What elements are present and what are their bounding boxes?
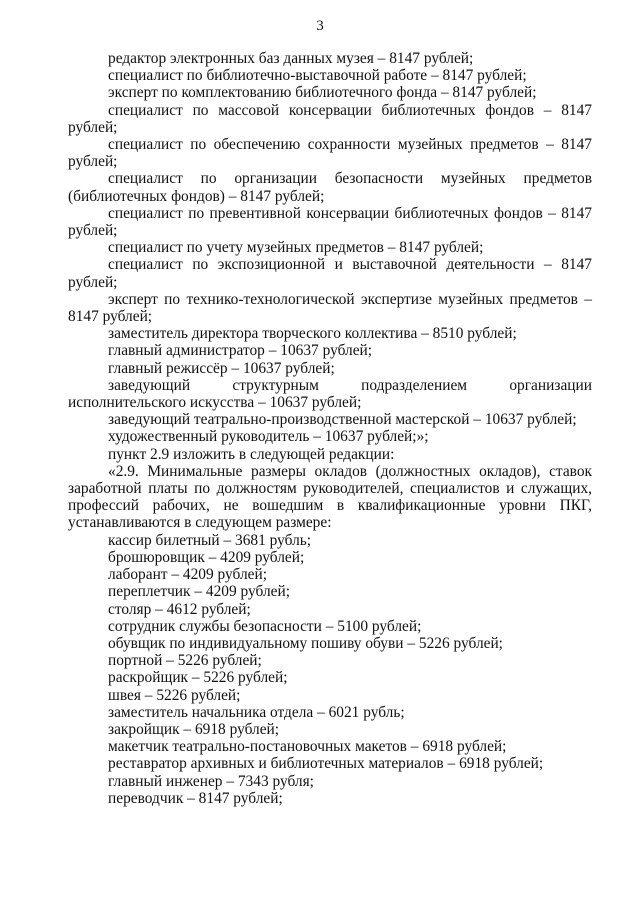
paragraph: закройщик – 6918 рублей; [108, 720, 280, 738]
paragraph: обувщик по индивидуальному пошиву обуви – 5226 рублей; [108, 634, 503, 652]
document-body [68, 50, 592, 807]
paragraph: портной – 5226 рублей; [108, 652, 262, 670]
paragraph: заместитель начальника отдела – 6021 рубль; [108, 703, 405, 721]
paragraph: художественный руководитель – 10637 рублей;»; [108, 428, 429, 446]
paragraph: заведующий структурным подразделением организации исполнительского искусства – 10637 рублей; [68, 376, 592, 412]
paragraph: брошюровщик – 4209 рублей; [108, 548, 305, 566]
paragraph: переплетчик – 4209 рублей; [108, 583, 290, 601]
paragraph: главный инженер – 7343 рубля; [108, 772, 314, 790]
paragraph: эксперт по технико-технологической экспертизе музейных предметов – 8147 рублей; [68, 290, 592, 326]
paragraph: специалист по экспозиционной и выставочной деятельности – 8147 рублей; [68, 256, 592, 291]
paragraph: специалист по массовой консервации библиотечных фондов – 8147 рублей; [68, 101, 592, 136]
paragraph: специалист по организации безопасности музейных предметов (библиотечных фондов) – 8147 рублей; [68, 170, 592, 205]
paragraph: швея – 5226 рублей; [108, 686, 241, 704]
paragraph: «2.9. Минимальные размеры окладов (должностных окладов), ставок заработной платы по должностям руководителей, специалистов и служащих, профессий рабочих, не вошедшим в квалификационные уровни ПКГ, устанавливаются в следующем размере: [68, 462, 592, 532]
paragraph: столяр – 4612 рублей; [108, 600, 251, 618]
paragraph: реставратор архивных и библиотечных материалов – 6918 рублей; [108, 755, 544, 773]
paragraph: заместитель директора творческого коллектива – 8510 рублей; [108, 325, 517, 343]
paragraph: главный администратор – 10637 рублей; [108, 342, 373, 360]
paragraph: кассир билетный – 3681 рубль; [108, 531, 312, 549]
paragraph: специалист по превентивной консервации библиотечных фондов – 8147 рублей; [68, 204, 592, 240]
paragraph: специалист по библиотечно-выставочной работе – 8147 рублей; [108, 67, 527, 85]
paragraph: макетчик театрально-постановочных макетов – 6918 рублей; [108, 738, 507, 756]
paragraph: эксперт по комплектованию библиотечного фонда – 8147 рублей; [108, 84, 537, 102]
paragraph: пункт 2.9 изложить в следующей редакции: [108, 445, 395, 463]
paragraph: главный режиссёр – 10637 рублей; [108, 359, 335, 377]
paragraph: специалист по обеспечению сохранности музейных предметов – 8147 рублей; [68, 136, 592, 171]
page-number: 3 [316, 18, 324, 34]
paragraph: переводчик – 8147 рублей; [108, 789, 283, 807]
paragraph: заведующий театрально-производственной мастерской – 10637 рублей; [108, 411, 577, 429]
paragraph: специалист по учету музейных предметов – 8147 рублей; [108, 239, 484, 257]
paragraph: редактор электронных баз данных музея – 8147 рублей; [108, 50, 474, 67]
paragraph: сотрудник службы безопасности – 5100 рублей; [108, 617, 422, 635]
paragraph: лаборант – 4209 рублей; [108, 566, 268, 584]
paragraph: раскройщик – 5226 рублей; [108, 669, 288, 687]
